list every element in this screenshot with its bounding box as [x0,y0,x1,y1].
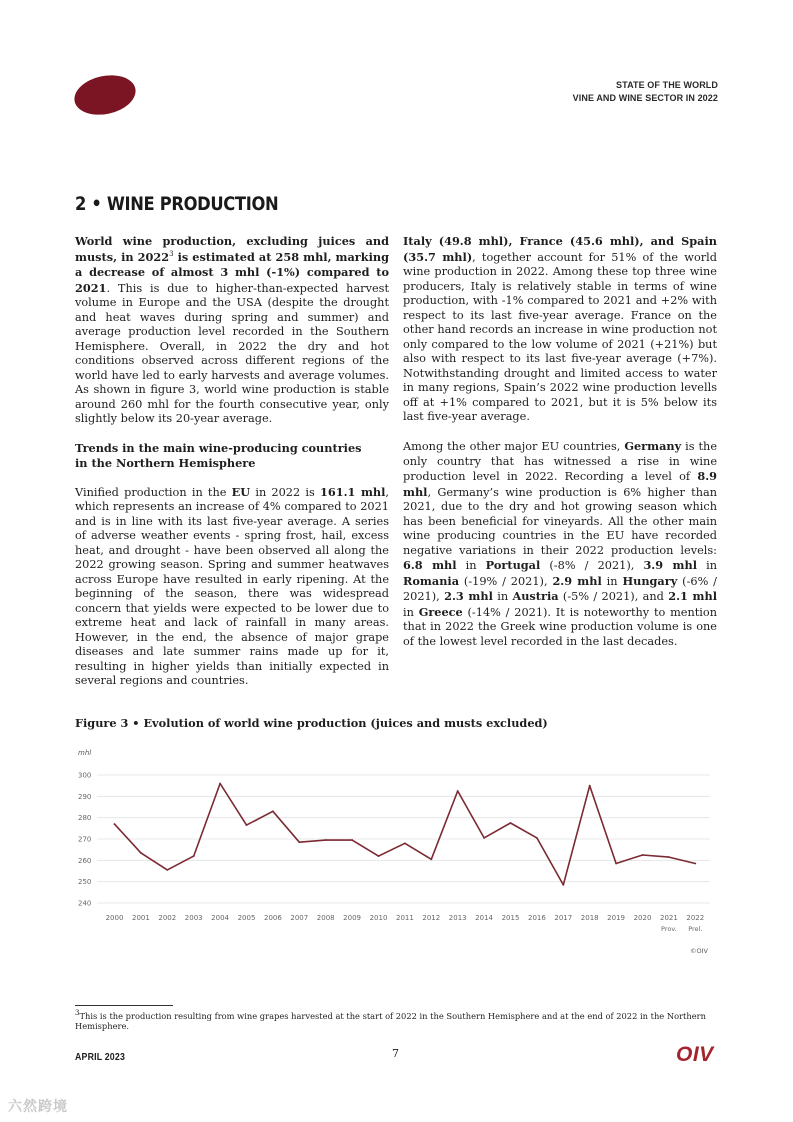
text: (-5% / 2021), and [558,590,669,603]
y-axis-label: mhl [78,749,92,757]
data-point [694,863,696,865]
x-tick-label: 2008 [316,914,335,922]
x-tick-label: 2012 [422,914,441,922]
y-tick-label: 300 [78,771,92,780]
text: Vinified production in the [75,485,232,499]
running-header [573,79,718,105]
text: in [697,559,717,572]
data-point [457,790,459,792]
data-point [668,856,670,858]
x-tick-label: 2020 [633,914,652,922]
y-tick-label: 270 [78,835,92,844]
x-tick-label: 2019 [607,914,626,922]
footnote-ref[interactable]: 3 [169,249,174,258]
intro-bold-b: is estimated at 258 mhl, marking a decrease of almost 3 mhl (-1%) compared to 2021 [75,249,389,295]
eu-value: 161.1 mhl [320,484,386,499]
x-tick-sublabel: Prov. [661,925,677,933]
right-column [403,234,717,664]
data-point [430,858,432,860]
x-tick-label: 2010 [369,914,388,922]
eu-paragraph [75,485,389,689]
data-point [246,824,248,826]
left-column [75,234,389,703]
text: , which represents an increase of 4% compared to 2021 and is in line with its last five-year average. A series of adverse weather events - spring frost, hail, excess heat, and drought - have been observed all along the 2022 growing season. Spring and summer heatwaves across Europe have resulted in early ripening. At the beginning of the season, there was widespread concern that yields were expected to be lower due to extreme heat and lack of rainfall in many areas. However, in the end, the absence of major grape diseases and late summer rains made up for it, resulting in higher yields than initially expected in several regions and countries. [75,485,390,687]
text: Among the other major EU countries, [403,440,625,453]
y-tick-label: 290 [78,792,92,801]
top-producers-bold: Italy (49.8 mhl), France (45.6 mhl), and Spain (35.7 mhl) [403,234,717,264]
intro-paragraph [75,234,389,427]
x-tick-label: 2003 [184,914,203,922]
data-point [483,837,485,839]
production-line-chart [75,740,720,940]
text: is the only country that has witnessed a rise in wine production level in 2022. Recording a level of [403,440,718,483]
data-point [510,822,512,824]
footer-date: APRIL 2023 [75,1052,126,1063]
country-greece: Greece [418,604,463,619]
germany-value: 8.9 mhl [403,469,717,499]
y-tick-label: 260 [78,856,92,865]
eu-label: EU [231,484,251,499]
intro-bold-a: World wine production, excluding juices and musts, in 2022 [75,234,389,264]
portugal-value: 6.8 mhl [403,558,457,572]
subsection-heading [75,441,389,470]
footnote [75,1011,715,1031]
x-tick-label: 2016 [527,914,546,922]
data-point [642,854,644,856]
data-point [615,863,617,865]
text: , Germany’s wine production is 6% higher than 2021, due to the dry and hot growing season which has been beneficial for vineyards. All the other main wine producing countries in the EU have recorded negative variations in their 2022 production levels: [403,485,717,557]
header-line-1: STATE OF THE WORLD [616,80,718,90]
data-point [351,839,353,841]
chart-credit: ©OIV [690,947,708,955]
x-tick-label: 2002 [158,914,177,922]
y-tick-label: 240 [78,899,92,908]
x-tick-label: 2018 [580,914,599,922]
text: , together account for 51% of the world wine production in 2022. Among these top three wine producers, Italy is relatively stable in terms of wine production, with -1% compared to 2021 and +2% with respect to its last five-year average. France on the other hand records an increase in wine production not only compared to the low volume of 2021 (+21%) but also with respect to its last five-year average (+7%). Notwithstanding drought and limited access to water in many regions, Spain’s 2022 wine production levells off at +1% compared to 2021, but it is 5% below its last five-year average. [403,250,717,423]
header-line-2: VINE AND WINE SECTOR IN 2022 [572,93,718,103]
data-point [272,810,274,812]
footnote-number: 3 [75,1009,80,1018]
eu-countries-paragraph [403,439,717,649]
footnote-text: This is the production resulting from wine grapes harvested at the start of 2022 in the Southern Hemisphere and at the end of 2022 in the Northern Hemisphere. [75,1011,706,1031]
intro-text: . This is due to higher-than-expected harvest volume in Europe and the USA (despite the drought and heat waves during spring and summer) and average production level recorded in the Southern Hemisphere. Overall, in 2022 the dry and hot conditions observed across different regions of the world have led to early harvests and average volumes. As shown in figure 3, world wine production is stable around 260 mhl for the fourth consecutive year, only slightly below its 20-year average. [75,281,389,425]
romania-value: 3.9 mhl [643,558,697,572]
x-tick-label: 2005 [237,914,256,922]
heading-line-2: in the Northern Hemisphere [75,455,256,470]
x-tick-label: 2001 [131,914,150,922]
text: in [492,590,513,603]
data-point [114,823,116,825]
x-tick-label: 2013 [448,914,467,922]
x-tick-label: 2007 [290,914,309,922]
text: (-8% / 2021), [540,559,644,572]
x-tick-label: 2015 [501,914,520,922]
oiv-header-logo [71,70,140,120]
page-number: 7 [392,1047,399,1060]
data-point [589,785,591,787]
x-tick-label: 2021 [659,914,678,922]
text: (-19% / 2021), [459,574,553,588]
data-point [378,855,380,857]
series-line [115,784,696,885]
data-point [562,884,564,886]
x-tick-label: 2006 [263,914,282,922]
y-tick-label: 280 [78,814,92,823]
data-point [219,783,221,785]
data-point [166,869,168,871]
data-point [536,837,538,839]
text: in 2022 is [250,485,321,499]
text: in [601,574,623,588]
x-tick-label: 2011 [395,914,414,922]
x-tick-label: 2009 [343,914,362,922]
x-tick-label: 2017 [554,914,573,922]
x-tick-label: 2000 [105,914,124,922]
text: in [456,559,486,572]
austria-value: 2.3 mhl [444,589,493,603]
x-tick-label: 2004 [211,914,230,922]
country-hungary: Hungary [622,573,678,588]
section-title: 2 • WINE PRODUCTION [75,193,279,215]
data-point [298,841,300,843]
x-tick-sublabel: Prel. [688,925,703,933]
country-germany: Germany [624,439,682,453]
data-point [140,852,142,854]
country-austria: Austria [512,589,559,603]
top-producers-paragraph [403,234,717,425]
oiv-logo: OIV [676,1043,714,1066]
data-point [325,839,327,841]
data-point [404,842,406,844]
text: (-14% / 2021). It is noteworthy to mention that in 2022 the Greek wine production volume is one of the lowest level recorded in the last decades. [403,605,717,648]
footnote-rule [75,1005,173,1006]
text: (-6% / 2021), [403,574,717,603]
data-point [193,855,195,857]
x-tick-label: 2022 [686,914,705,922]
y-tick-label: 250 [78,878,92,887]
x-tick-label: 2014 [475,914,494,922]
text: in [403,605,419,619]
country-romania: Romania [403,573,460,588]
heading-line-1: Trends in the main wine-producing countries [75,441,362,455]
watermark: 六然跨境 [8,1099,68,1115]
hungary-value: 2.9 mhl [552,573,602,588]
figure-title: Figure 3 • Evolution of world wine production (juices and musts excluded) [75,716,548,730]
greece-value: 2.1 mhl [668,589,717,603]
country-portugal: Portugal [485,558,541,572]
